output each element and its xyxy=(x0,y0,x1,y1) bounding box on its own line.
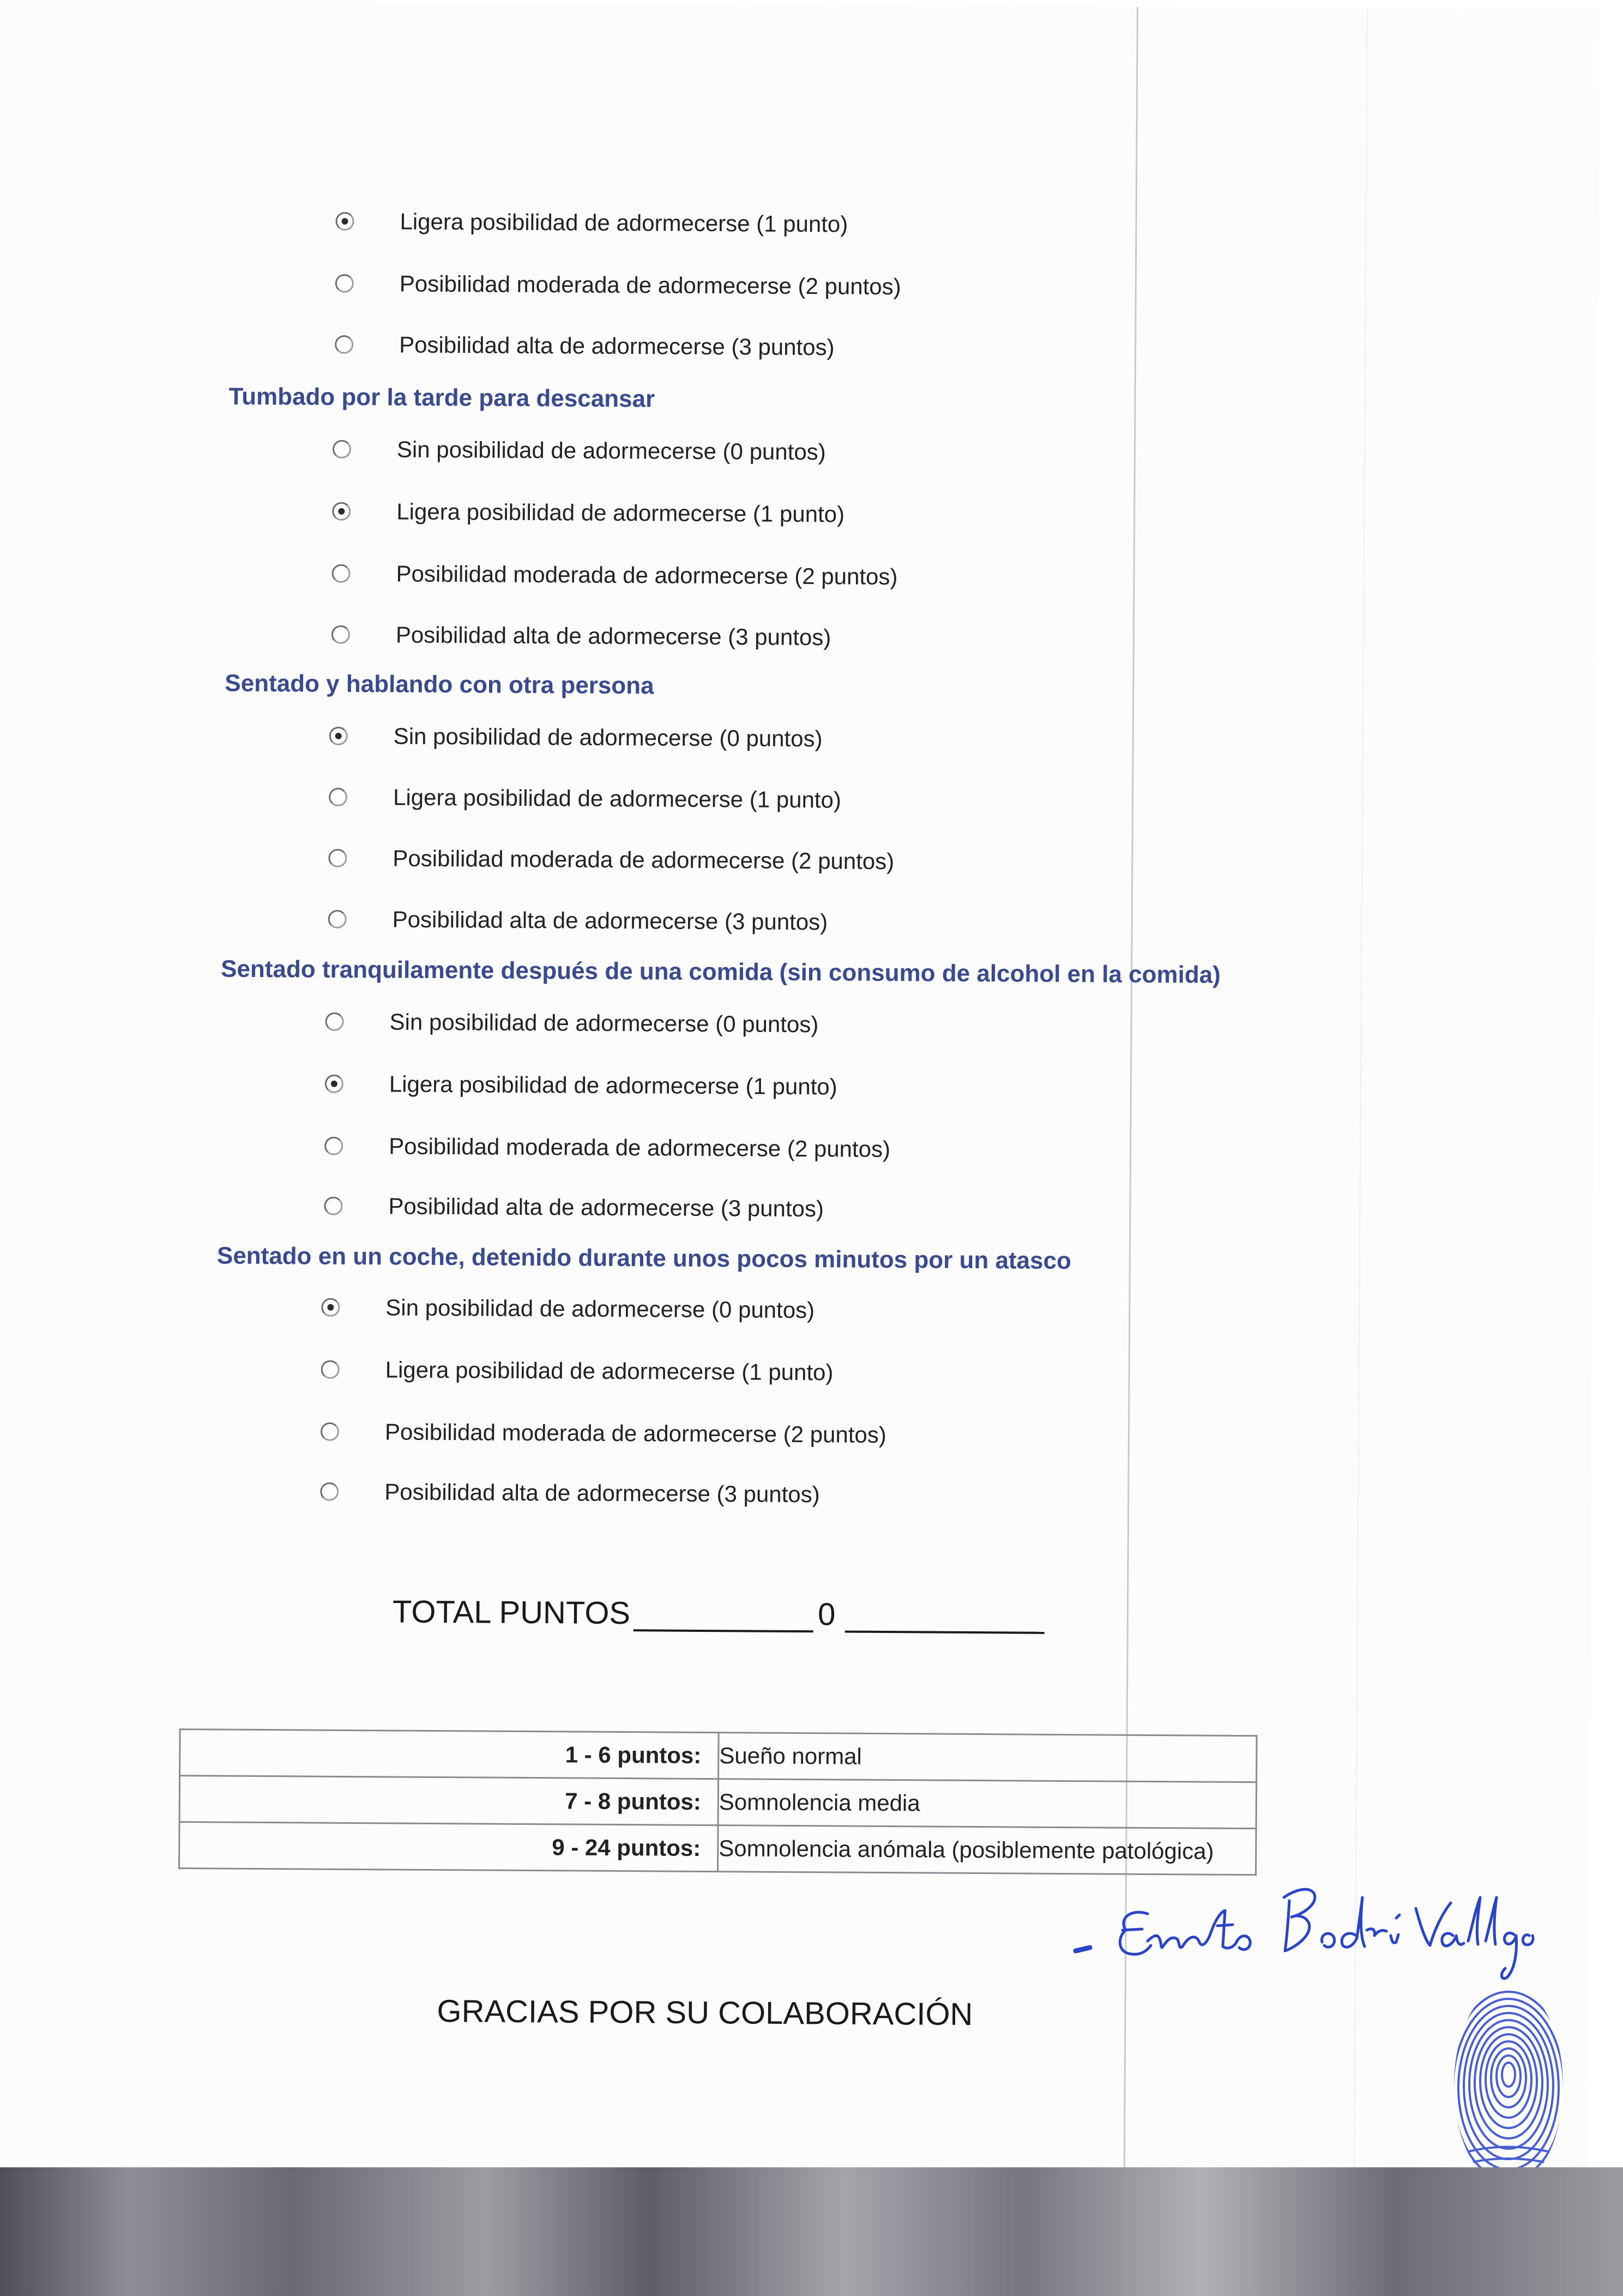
option-label: Ligera posibilidad de adormecerse (1 punto) xyxy=(389,1071,837,1100)
radio-button-icon[interactable] xyxy=(328,849,347,867)
table-row xyxy=(179,1776,1256,1829)
total-points-value: 0 xyxy=(817,1596,836,1632)
radio-button-icon[interactable] xyxy=(324,1137,343,1155)
radio-option[interactable] xyxy=(328,842,894,878)
question-title: Sentado en un coche, detenido durante unos pocos minutos por un atasco xyxy=(216,1242,1072,1275)
radio-option[interactable] xyxy=(331,557,897,593)
radio-option[interactable] xyxy=(324,1130,890,1166)
radio-button-icon[interactable] xyxy=(328,910,347,929)
radio-option[interactable] xyxy=(328,903,828,939)
total-points-label: TOTAL PUNTOS xyxy=(392,1594,631,1631)
option-label: Ligera posibilidad de adormecerse (1 punto) xyxy=(393,784,842,813)
radio-button-icon[interactable] xyxy=(324,1197,342,1215)
radio-option[interactable] xyxy=(329,720,823,756)
radio-option[interactable] xyxy=(321,1415,886,1451)
radio-button-icon[interactable] xyxy=(321,1298,340,1317)
radio-option[interactable] xyxy=(329,781,841,817)
scale-range: 9 - 24 puntos: xyxy=(179,1822,719,1872)
option-label: Posibilidad moderada de adormecerse (2 puntos) xyxy=(393,845,895,875)
total-underline-trailing xyxy=(845,1602,1045,1634)
radio-button-icon[interactable] xyxy=(335,335,353,354)
question-title: Sentado tranquilamente después de una comida (sin consumo de alcohol en la comida) xyxy=(221,955,1221,989)
option-label: Posibilidad alta de adormecerse (3 puntos) xyxy=(399,332,835,360)
radio-button-icon[interactable] xyxy=(321,1423,339,1441)
radio-button-icon[interactable] xyxy=(331,625,350,644)
radio-button-icon[interactable] xyxy=(325,1075,343,1093)
radio-button-icon[interactable] xyxy=(333,440,351,459)
option-label: Posibilidad alta de adormecerse (3 puntos) xyxy=(395,622,831,650)
question-title: Tumbado por la tarde para descansar xyxy=(228,383,655,413)
option-label: Posibilidad alta de adormecerse (3 puntos) xyxy=(384,1479,820,1508)
radio-option[interactable] xyxy=(324,1190,824,1226)
radio-button-icon[interactable] xyxy=(331,564,350,583)
option-label: Posibilidad moderada de adormecerse (2 puntos) xyxy=(389,1133,891,1162)
fingerprint-mark xyxy=(1447,1979,1570,2192)
thanks-message: GRACIAS POR SU COLABORACIÓN xyxy=(437,1993,973,2032)
table-row xyxy=(180,1729,1257,1782)
radio-option[interactable] xyxy=(320,1475,820,1511)
option-label: Posibilidad moderada de adormecerse (2 puntos) xyxy=(384,1419,886,1448)
option-label: Posibilidad alta de adormecerse (3 puntos) xyxy=(388,1193,824,1222)
option-label: Ligera posibilidad de adormecerse (1 punto) xyxy=(396,498,845,527)
option-label: Posibilidad alta de adormecerse (3 puntos) xyxy=(392,906,828,935)
radio-option[interactable] xyxy=(321,1291,814,1327)
radio-button-icon[interactable] xyxy=(321,1360,340,1379)
scale-range: 1 - 6 puntos: xyxy=(180,1729,719,1779)
radio-option[interactable] xyxy=(321,1353,833,1389)
option-label: Sin posibilidad de adormecerse (0 puntos) xyxy=(385,1294,815,1323)
scale-range: 7 - 8 puntos: xyxy=(179,1776,719,1825)
option-label: Sin posibilidad de adormecerse (0 puntos) xyxy=(396,436,826,465)
total-underline xyxy=(633,1601,813,1632)
option-label: Ligera posibilidad de adormecerse (1 punto) xyxy=(400,208,848,237)
option-label: Sin posibilidad de adormecerse (0 puntos) xyxy=(389,1009,819,1038)
scale-description: Somnolencia media xyxy=(718,1779,1257,1829)
scale-description: Somnolencia anómala (posiblemente patológica) xyxy=(718,1825,1257,1875)
total-points xyxy=(393,1593,1045,1634)
option-label: Posibilidad moderada de adormecerse (2 puntos) xyxy=(396,561,898,590)
radio-button-icon[interactable] xyxy=(335,212,354,231)
radio-button-icon[interactable] xyxy=(329,727,348,745)
radio-option[interactable] xyxy=(325,1068,837,1104)
option-label: Posibilidad moderada de adormecerse (2 puntos) xyxy=(399,270,901,300)
radio-button-icon[interactable] xyxy=(325,1013,343,1031)
radio-option[interactable] xyxy=(333,433,826,469)
question-title: Sentado y hablando con otra persona xyxy=(225,670,654,700)
radio-button-icon[interactable] xyxy=(332,502,351,521)
scale-description: Sueño normal xyxy=(719,1733,1257,1782)
option-label: Sin posibilidad de adormecerse (0 puntos) xyxy=(393,723,823,752)
radio-option[interactable] xyxy=(335,267,901,303)
radio-option[interactable] xyxy=(331,618,831,654)
radio-option[interactable] xyxy=(325,1005,818,1041)
radio-option[interactable] xyxy=(335,205,848,241)
option-label: Ligera posibilidad de adormecerse (1 punto) xyxy=(385,1357,834,1385)
scanner-edge-band xyxy=(0,2167,1623,2296)
radio-option[interactable] xyxy=(335,328,835,364)
radio-option[interactable] xyxy=(332,495,844,531)
radio-button-icon[interactable] xyxy=(320,1483,339,1501)
radio-button-icon[interactable] xyxy=(335,274,354,293)
radio-button-icon[interactable] xyxy=(329,788,347,806)
handwritten-signature xyxy=(1066,1854,1611,1996)
